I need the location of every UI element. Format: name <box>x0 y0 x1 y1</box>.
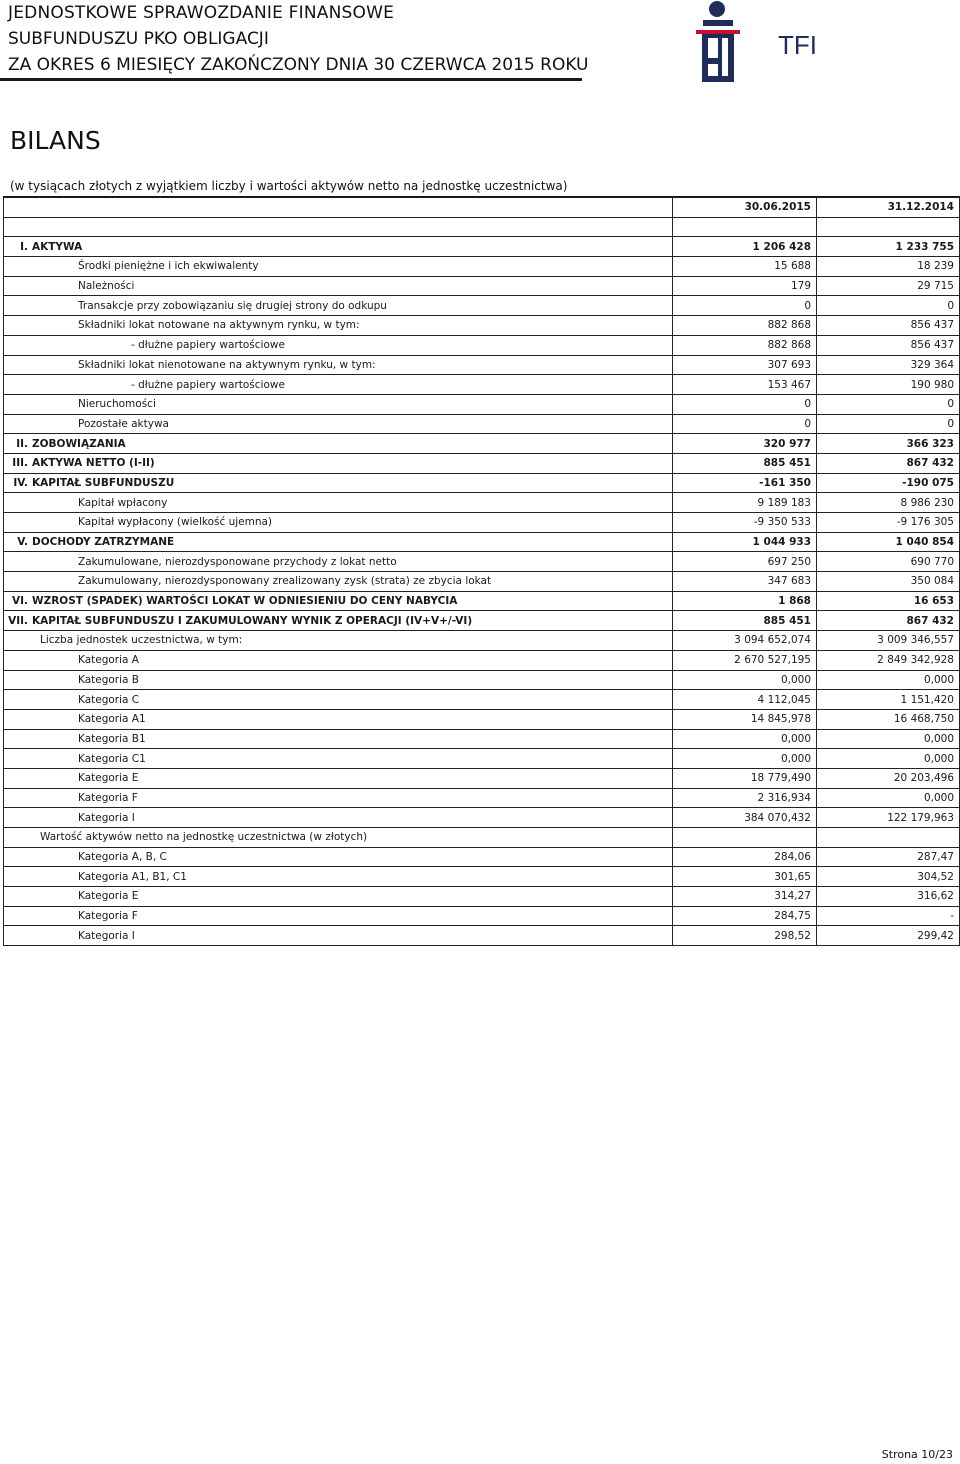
row-label: Zakumulowane, nierozdysponowane przychody z lokat netto <box>78 555 397 568</box>
value-2015 <box>673 828 817 848</box>
row-label-cell <box>4 729 673 749</box>
row-label-cell <box>4 887 673 907</box>
row-label: Kategoria I <box>78 811 135 824</box>
row-label-cell <box>4 552 673 572</box>
row-label-cell <box>4 453 673 473</box>
page-title: BILANS <box>10 126 101 155</box>
page-number: Strona 10/23 <box>881 1448 953 1461</box>
row-label-cell <box>4 473 673 493</box>
value-2015: 4 112,045 <box>673 690 817 710</box>
value-2015: 0,000 <box>673 729 817 749</box>
value-2014: 3 009 346,557 <box>817 631 960 651</box>
row-label-cell <box>4 650 673 670</box>
row-label: Kapitał wypłacony (wielkość ujemna) <box>78 516 273 529</box>
report-title-line-3: ZA OKRES 6 MIESIĘCY ZAKOŃCZONY DNIA 30 CZERWCA 2015 ROKU <box>8 55 589 75</box>
value-2014: 0,000 <box>817 729 960 749</box>
value-2015: -161 350 <box>673 473 817 493</box>
value-2014: 0,000 <box>817 788 960 808</box>
value-2014: 0,000 <box>817 670 960 690</box>
value-2014: 1 151,420 <box>817 690 960 710</box>
value-2015: 314,27 <box>673 887 817 907</box>
value-2014: 0 <box>817 414 960 434</box>
row-label: Transakcje przy zobowiązaniu się drugiej strony do odkupu <box>78 299 387 312</box>
row-label-cell <box>4 394 673 414</box>
table-row <box>4 493 960 513</box>
row-number: V. <box>17 536 28 549</box>
table-row <box>4 887 960 907</box>
row-label-cell <box>4 808 673 828</box>
value-2014: -190 075 <box>817 473 960 493</box>
value-2015: 15 688 <box>673 257 817 277</box>
value-2015: 697 250 <box>673 552 817 572</box>
row-number: II. <box>16 437 28 450</box>
value-2014: 0,000 <box>817 749 960 769</box>
row-label: Kategoria A1 <box>78 713 146 726</box>
row-label: Należności <box>78 280 135 293</box>
value-2014: 690 770 <box>817 552 960 572</box>
header-label-cell <box>4 197 673 217</box>
table-row <box>4 335 960 355</box>
value-2015: 3 094 652,074 <box>673 631 817 651</box>
value-2014: 122 179,963 <box>817 808 960 828</box>
table-row <box>4 375 960 395</box>
row-label: Kategoria B <box>78 673 140 686</box>
row-number: VI. <box>11 595 28 608</box>
row-label: AKTYWA <box>32 240 83 253</box>
row-label-cell <box>4 690 673 710</box>
value-2014: 20 203,496 <box>817 768 960 788</box>
value-2015: 882 868 <box>673 335 817 355</box>
table-row <box>4 532 960 552</box>
table-row <box>4 926 960 946</box>
row-label: Pozostałe aktywa <box>78 417 169 430</box>
column-header-2014: 31.12.2014 <box>817 197 960 217</box>
row-label-cell <box>4 237 673 257</box>
value-2015: 153 467 <box>673 375 817 395</box>
row-label-cell <box>4 355 673 375</box>
row-label-cell <box>4 670 673 690</box>
row-number: VII. <box>8 614 28 627</box>
row-label-cell <box>4 591 673 611</box>
table-row <box>4 257 960 277</box>
value-2015: 885 451 <box>673 611 817 631</box>
value-2015: 179 <box>673 276 817 296</box>
value-2014: 1 040 854 <box>817 532 960 552</box>
row-label: Zakumulowany, nierozdysponowany zrealizowany zysk (strata) ze zbycia lokat <box>78 575 492 588</box>
value-2015: 0,000 <box>673 749 817 769</box>
row-label-cell <box>4 572 673 592</box>
row-label: Kategoria B1 <box>78 732 146 745</box>
column-header-2015: 30.06.2015 <box>673 197 817 217</box>
table-row <box>4 591 960 611</box>
value-2015: 320 977 <box>673 434 817 454</box>
row-label: Kategoria F <box>78 910 138 923</box>
row-label: KAPITAŁ SUBFUNDUSZU I ZAKUMULOWANY WYNIK Z OPERACJI (IV+V+/-VI) <box>32 614 473 627</box>
row-label-cell <box>4 749 673 769</box>
table-header-row <box>4 197 960 217</box>
value-2015: 284,75 <box>673 906 817 926</box>
value-2014: 856 437 <box>817 335 960 355</box>
value-2015: 1 206 428 <box>673 237 817 257</box>
value-2014: 299,42 <box>817 926 960 946</box>
row-label-cell <box>4 513 673 533</box>
value-2015: 384 070,432 <box>673 808 817 828</box>
table-row <box>4 808 960 828</box>
table-row <box>4 552 960 572</box>
row-label: Składniki lokat nienotowane na aktywnym rynku, w tym: <box>78 358 376 371</box>
row-label-cell <box>4 493 673 513</box>
value-2015: 301,65 <box>673 867 817 887</box>
value-2014: 329 364 <box>817 355 960 375</box>
row-number: IV. <box>13 476 28 489</box>
table-row <box>4 670 960 690</box>
value-2015: 885 451 <box>673 453 817 473</box>
value-2015: 298,52 <box>673 926 817 946</box>
header-divider <box>0 78 582 81</box>
value-2015: 307 693 <box>673 355 817 375</box>
report-header <box>8 0 589 78</box>
value-2014: 190 980 <box>817 375 960 395</box>
row-number: III. <box>12 457 28 470</box>
row-label-cell <box>4 847 673 867</box>
value-2015: 1 868 <box>673 591 817 611</box>
row-label-cell <box>4 828 673 848</box>
table-row <box>4 709 960 729</box>
table-row <box>4 768 960 788</box>
value-2014: -9 176 305 <box>817 513 960 533</box>
row-label: WZROST (SPADEK) WARTOŚCI LOKAT W ODNIESIENIU DO CENY NABYCIA <box>32 595 458 608</box>
row-label-cell <box>4 709 673 729</box>
row-label: DOCHODY ZATRZYMANE <box>32 536 175 549</box>
value-2015: 2 316,934 <box>673 788 817 808</box>
value-2015: 0 <box>673 394 817 414</box>
logo-tfi-text: TFI <box>778 30 817 60</box>
value-2014: 366 323 <box>817 434 960 454</box>
table-row <box>4 631 960 651</box>
row-label: Nieruchomości <box>78 398 156 411</box>
spacer-row <box>4 217 960 237</box>
value-2015: 347 683 <box>673 572 817 592</box>
table-row <box>4 394 960 414</box>
row-label-cell <box>4 867 673 887</box>
value-2014: 0 <box>817 296 960 316</box>
value-2014: 316,62 <box>817 887 960 907</box>
table-row <box>4 414 960 434</box>
table-row <box>4 690 960 710</box>
table-row <box>4 729 960 749</box>
row-number: I. <box>20 240 28 253</box>
table-row <box>4 867 960 887</box>
value-2014: 867 432 <box>817 611 960 631</box>
value-2014: 287,47 <box>817 847 960 867</box>
value-2015: 1 044 933 <box>673 532 817 552</box>
value-2015: 0,000 <box>673 670 817 690</box>
table-row <box>4 473 960 493</box>
row-label: Kategoria A, B, C <box>78 851 167 864</box>
page-subtitle: (w tysiącach złotych z wyjątkiem liczby i wartości aktywów netto na jednostkę uczestnictwa) <box>10 179 568 193</box>
value-2015: 9 189 183 <box>673 493 817 513</box>
report-title-line-2: SUBFUNDUSZU PKO OBLIGACJI <box>8 29 269 49</box>
table-row <box>4 572 960 592</box>
row-label: Liczba jednostek uczestnictwa, w tym: <box>40 634 243 647</box>
row-label: Kategoria A1, B1, C1 <box>78 870 187 883</box>
row-label-cell <box>4 788 673 808</box>
row-label: Kategoria E <box>78 890 139 903</box>
row-label-cell <box>4 375 673 395</box>
value-2014: 304,52 <box>817 867 960 887</box>
row-label: Kategoria A <box>78 654 139 667</box>
value-2014: 2 849 342,928 <box>817 650 960 670</box>
value-2014: 856 437 <box>817 316 960 336</box>
value-2015: -9 350 533 <box>673 513 817 533</box>
table-row <box>4 355 960 375</box>
report-title-line-1: JEDNOSTKOWE SPRAWOZDANIE FINANSOWE <box>8 3 395 23</box>
row-label: Kategoria C <box>78 693 140 706</box>
table-row <box>4 611 960 631</box>
value-2014 <box>817 828 960 848</box>
value-2014: 18 239 <box>817 257 960 277</box>
row-label-cell <box>4 414 673 434</box>
table-row <box>4 749 960 769</box>
value-2015: 0 <box>673 414 817 434</box>
table-row <box>4 237 960 257</box>
table-row <box>4 434 960 454</box>
value-2014: 16 653 <box>817 591 960 611</box>
table-row <box>4 906 960 926</box>
row-label: Kategoria C1 <box>78 752 146 765</box>
row-label: - dłużne papiery wartościowe <box>131 378 285 391</box>
row-label: Kapitał wpłacony <box>78 496 168 509</box>
table-row <box>4 788 960 808</box>
row-label: KAPITAŁ SUBFUNDUSZU <box>32 476 175 489</box>
row-label-cell <box>4 611 673 631</box>
row-label: Środki pieniężne i ich ekwiwalenty <box>78 260 259 273</box>
row-label: ZOBOWIĄZANIA <box>32 437 126 450</box>
row-label-cell <box>4 296 673 316</box>
row-label-cell <box>4 257 673 277</box>
table-row <box>4 650 960 670</box>
table-row <box>4 296 960 316</box>
row-label-cell <box>4 335 673 355</box>
row-label-cell <box>4 926 673 946</box>
table-row <box>4 513 960 533</box>
row-label: Wartość aktywów netto na jednostkę uczestnictwa (w złotych) <box>40 831 368 844</box>
table-row <box>4 316 960 336</box>
row-label-cell <box>4 631 673 651</box>
table-row <box>4 453 960 473</box>
value-2014: 867 432 <box>817 453 960 473</box>
table-row <box>4 828 960 848</box>
value-2014: 29 715 <box>817 276 960 296</box>
value-2015: 14 845,978 <box>673 709 817 729</box>
value-2014: 1 233 755 <box>817 237 960 257</box>
balance-sheet-table <box>3 196 960 946</box>
table-row <box>4 847 960 867</box>
row-label: Kategoria F <box>78 791 138 804</box>
row-label: - dłużne papiery wartościowe <box>131 339 285 352</box>
value-2014: 350 084 <box>817 572 960 592</box>
table-row <box>4 276 960 296</box>
row-label-cell <box>4 768 673 788</box>
value-2014: 16 468,750 <box>817 709 960 729</box>
value-2015: 0 <box>673 296 817 316</box>
row-label: AKTYWA NETTO (I-II) <box>32 457 155 470</box>
row-label: Kategoria I <box>78 929 135 942</box>
row-label: Kategoria E <box>78 772 139 785</box>
row-label-cell <box>4 532 673 552</box>
row-label-cell <box>4 276 673 296</box>
value-2015: 882 868 <box>673 316 817 336</box>
value-2015: 2 670 527,195 <box>673 650 817 670</box>
row-label: Składniki lokat notowane na aktywnym rynku, w tym: <box>78 319 360 332</box>
value-2015: 18 779,490 <box>673 768 817 788</box>
row-label-cell <box>4 434 673 454</box>
value-2014: 0 <box>817 394 960 414</box>
row-label-cell <box>4 316 673 336</box>
row-label-cell <box>4 906 673 926</box>
value-2014: 8 986 230 <box>817 493 960 513</box>
value-2014: - <box>817 906 960 926</box>
value-2015: 284,06 <box>673 847 817 867</box>
